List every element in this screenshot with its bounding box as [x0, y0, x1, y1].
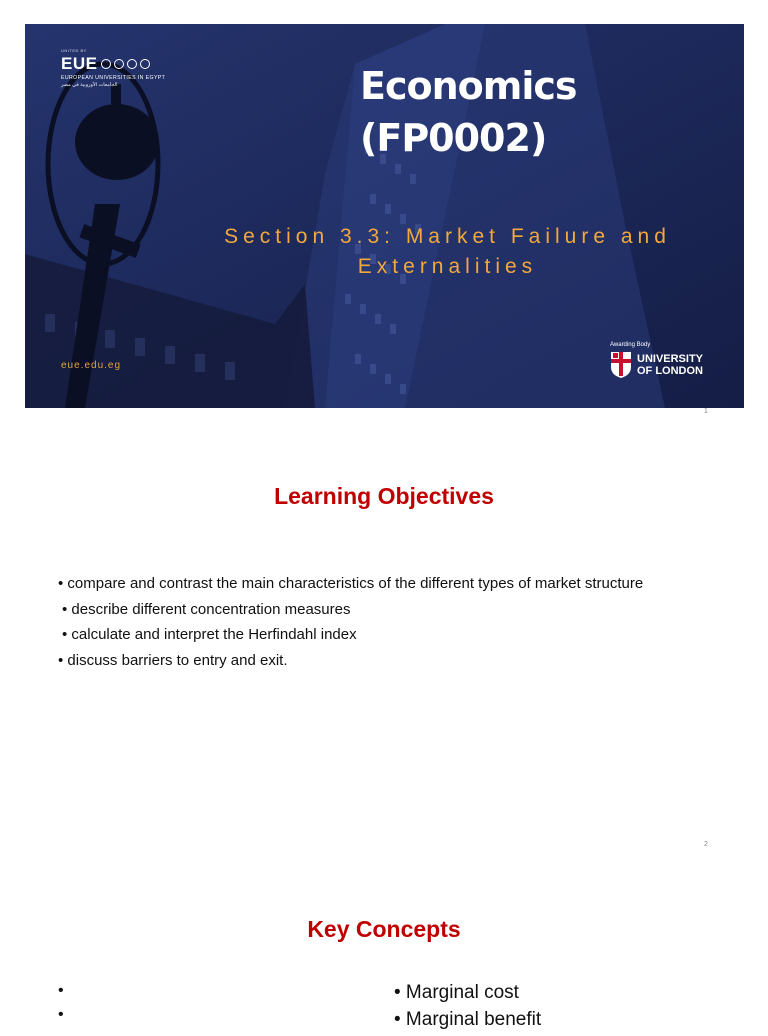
- logo-eue-text: EUE: [61, 54, 98, 73]
- slide-subtitle: [195, 222, 700, 282]
- university-crest-icon: [610, 351, 632, 379]
- list-item: • discuss barriers to entry and exit.: [58, 651, 288, 669]
- list-item: • Marginal cost: [394, 982, 519, 1003]
- website-url: eue.edu.eg: [61, 360, 122, 371]
- logo-united-by: UNITED BY: [61, 48, 87, 53]
- awarding-body-label: Awarding Body: [610, 342, 651, 348]
- slide-title: [360, 60, 577, 164]
- learning-objectives-heading: Learning Objectives: [274, 483, 494, 509]
- list-item: •: [58, 1006, 64, 1023]
- subtitle-line-1: Section 3.3: Market Failure and: [224, 225, 671, 248]
- awarding-body-block: [610, 342, 703, 379]
- title-line-2: (FP0002): [360, 116, 547, 160]
- objectives-list: [58, 574, 643, 676]
- key-concepts-right-list: [394, 982, 541, 1036]
- page-number: 2: [704, 841, 708, 848]
- list-item: • Marginal benefit: [394, 1009, 542, 1030]
- university-name-line-1: UNIVERSITY: [637, 353, 704, 365]
- list-item: •: [58, 982, 64, 999]
- logo-emblem-icons: [101, 59, 150, 69]
- emblem-icon: [101, 59, 111, 69]
- list-item: • describe different concentration measures: [62, 600, 351, 618]
- eue-logo: [61, 48, 165, 88]
- key-concepts-heading: Key Concepts: [307, 916, 461, 942]
- emblem-icon: [140, 59, 150, 69]
- page-number: 1: [704, 408, 708, 415]
- university-name-line-2: OF LONDON: [637, 365, 703, 377]
- list-item: • calculate and interpret the Herfindahl index: [62, 626, 357, 643]
- list-item: • compare and contrast the main characteristics of the different types of market structure: [58, 575, 644, 592]
- emblem-icon: [127, 59, 137, 69]
- subtitle-line-2: Externalities: [357, 255, 538, 278]
- emblem-icon: [114, 59, 124, 69]
- title-line-1: Economics: [360, 64, 577, 108]
- logo-arabic-name: الجامعات الأوروبية في مصر: [61, 82, 118, 88]
- logo-full-name: EUROPEAN UNIVERSITIES IN EGYPT: [61, 75, 166, 81]
- key-concepts-left-list: [58, 982, 64, 1030]
- title-slide: [25, 24, 744, 408]
